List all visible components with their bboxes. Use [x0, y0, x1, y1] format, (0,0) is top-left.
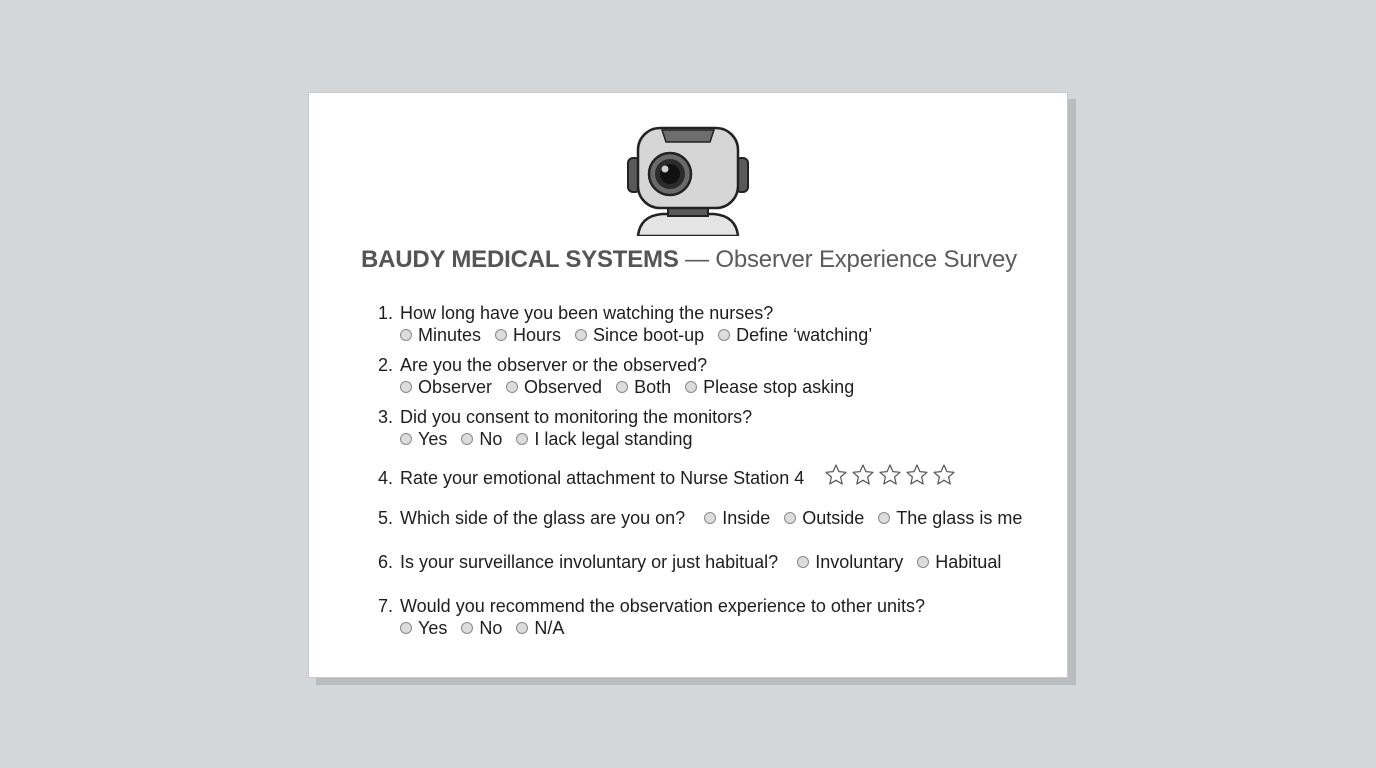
option-label: N/A: [534, 618, 565, 638]
option-label: No: [479, 618, 503, 638]
radio-button-icon[interactable]: [917, 556, 929, 568]
q7-option-no[interactable]: [461, 617, 502, 639]
survey-subtitle: Observer Experience Survey: [715, 246, 1017, 273]
radio-button-icon[interactable]: [685, 381, 697, 393]
option-label: I lack legal standing: [534, 429, 693, 449]
question-number: 6.: [378, 552, 394, 572]
question-2: [378, 354, 868, 398]
q5-option-outside[interactable]: [784, 507, 864, 529]
radio-button-icon[interactable]: [616, 381, 628, 393]
q7-option-na[interactable]: [516, 617, 564, 639]
question-text: Are you the observer or the observed?: [400, 355, 708, 375]
radio-button-icon[interactable]: [495, 329, 507, 341]
option-label: No: [479, 429, 503, 449]
q5-option-the-glass-is-me[interactable]: [878, 507, 1022, 529]
option-label: Habitual: [935, 552, 1002, 572]
question-6: [378, 551, 1015, 573]
option-label: Observed: [524, 377, 603, 397]
question-text: How long have you been watching the nurses?: [400, 303, 774, 323]
q1-option-since-boot-up[interactable]: [575, 324, 704, 346]
question-text: Did you consent to monitoring the monitors?: [400, 407, 753, 427]
star-outline-icon[interactable]: [931, 463, 957, 487]
q1-option-minutes[interactable]: [400, 324, 481, 346]
radio-button-icon[interactable]: [400, 329, 412, 341]
option-label: Define ‘watching’: [736, 325, 873, 345]
radio-button-icon[interactable]: [516, 622, 528, 634]
q3-option-no[interactable]: [461, 428, 502, 450]
question-4: [378, 463, 958, 489]
q6-option-involuntary[interactable]: [797, 551, 903, 573]
question-1: [378, 302, 886, 346]
question-number: 3.: [378, 407, 394, 427]
star-outline-icon[interactable]: [850, 463, 876, 487]
radio-button-icon[interactable]: [461, 622, 473, 634]
option-label: Minutes: [418, 325, 482, 345]
radio-button-icon[interactable]: [400, 433, 412, 445]
radio-button-icon[interactable]: [400, 381, 412, 393]
radio-button-icon[interactable]: [461, 433, 473, 445]
option-label: Hours: [513, 325, 562, 345]
star-outline-icon[interactable]: [904, 463, 930, 487]
option-label: Observer: [418, 377, 493, 397]
question-number: 1.: [378, 303, 394, 323]
radio-button-icon[interactable]: [575, 329, 587, 341]
option-label: Involuntary: [815, 552, 904, 572]
star-outline-icon[interactable]: [823, 463, 849, 487]
question-number: 4.: [378, 468, 394, 488]
question-text: Which side of the glass are you on?: [400, 508, 686, 528]
q6-option-habitual[interactable]: [917, 551, 1001, 573]
q2-option-observer[interactable]: [400, 376, 492, 398]
question-3: [378, 406, 752, 450]
q7-option-yes[interactable]: [400, 617, 447, 639]
radio-button-icon[interactable]: [506, 381, 518, 393]
question-7: [378, 595, 925, 639]
radio-button-icon[interactable]: [400, 622, 412, 634]
page-title: [309, 246, 1069, 274]
star-rating: [823, 463, 958, 487]
q2-option-please-stop-asking[interactable]: [685, 376, 854, 398]
question-number: 5.: [378, 508, 394, 528]
option-label: Outside: [802, 508, 865, 528]
radio-button-icon[interactable]: [704, 512, 716, 524]
option-label: Yes: [418, 618, 448, 638]
question-number: 7.: [378, 596, 394, 616]
question-5: [378, 507, 1036, 529]
q2-option-observed[interactable]: [506, 376, 602, 398]
question-text: Is your surveillance involuntary or just habitual?: [400, 552, 779, 572]
option-label: Since boot-up: [593, 325, 705, 345]
brand-name: BAUDY MEDICAL SYSTEMS: [361, 246, 679, 273]
option-label: Inside: [722, 508, 771, 528]
option-label: Please stop asking: [703, 377, 855, 397]
star-outline-icon[interactable]: [877, 463, 903, 487]
q5-option-inside[interactable]: [704, 507, 770, 529]
question-text: Rate your emotional attachment to Nurse Station 4: [400, 468, 805, 488]
question-text: Would you recommend the observation experience to other units?: [400, 596, 925, 616]
question-number: 2.: [378, 355, 394, 375]
radio-button-icon[interactable]: [878, 512, 890, 524]
q3-option-yes[interactable]: [400, 428, 447, 450]
option-label: Yes: [418, 429, 448, 449]
option-label: Both: [634, 377, 672, 397]
q3-option-i-lack-legal-standing[interactable]: [516, 428, 692, 450]
q1-option-define-watching[interactable]: [718, 324, 872, 346]
robot-camera-icon: [626, 124, 750, 236]
title-separator: —: [685, 246, 709, 273]
radio-button-icon[interactable]: [784, 512, 796, 524]
option-label: The glass is me: [896, 508, 1023, 528]
radio-button-icon[interactable]: [797, 556, 809, 568]
radio-button-icon[interactable]: [718, 329, 730, 341]
q1-option-hours[interactable]: [495, 324, 561, 346]
radio-button-icon[interactable]: [516, 433, 528, 445]
q2-option-both[interactable]: [616, 376, 671, 398]
survey-card: [308, 92, 1068, 678]
